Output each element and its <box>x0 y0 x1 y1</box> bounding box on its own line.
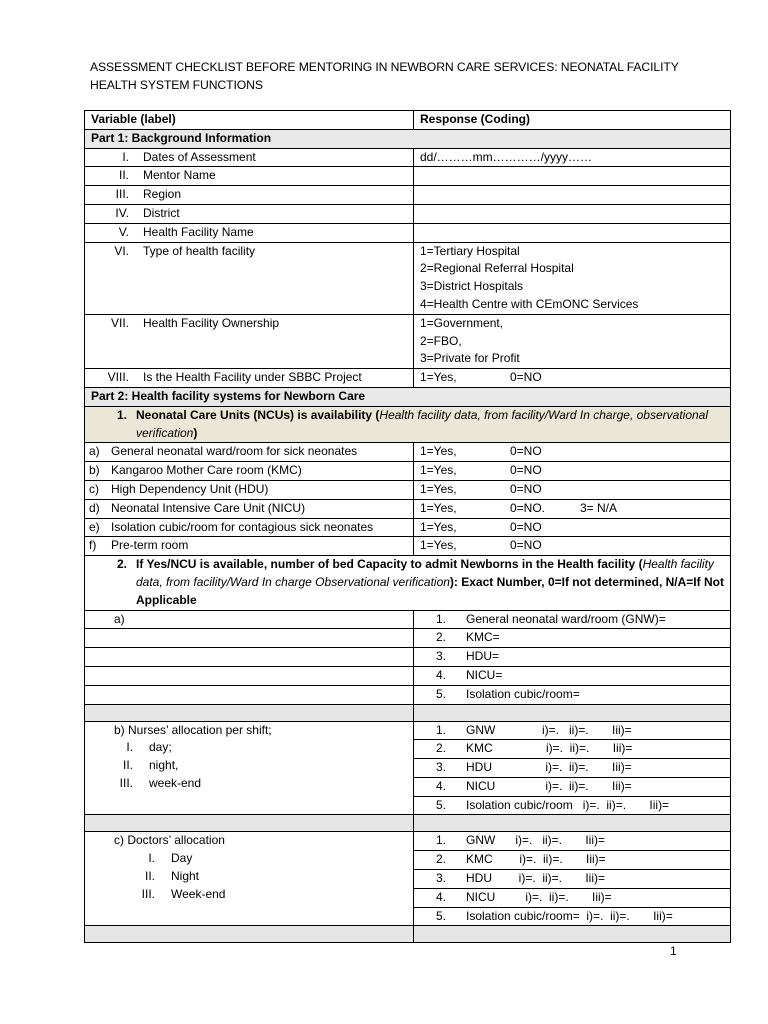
question-coding: ): Exact Number, 0=If not determined, N/A=If Not Applicable <box>136 574 724 607</box>
page-number: 1 <box>670 944 677 958</box>
row-label: High Dependency Unit (HDU) <box>111 481 269 496</box>
bed-capacity-rows <box>85 610 731 704</box>
item-text: HDU= <box>466 649 500 664</box>
no-code: 0=NO <box>510 444 542 459</box>
table-row <box>85 685 731 704</box>
item-number: 2. <box>435 852 446 867</box>
sub-label: Night <box>171 869 200 884</box>
table-row <box>85 204 731 223</box>
section-label: a) <box>114 611 125 626</box>
question-note: Health facility data, from facility/Ward In charge, observational verification <box>136 407 708 440</box>
sub-number: I. <box>148 851 155 866</box>
section-label: c) Doctors’ allocation <box>114 833 225 848</box>
item-text: KMC i)=. ii)=. Iii)= <box>466 741 633 756</box>
table-row <box>85 629 731 648</box>
document-title <box>90 58 690 94</box>
question-text: Neonatal Care Units (NCUs) is availability ( <box>136 407 380 422</box>
table-row <box>85 242 731 314</box>
row-label: Health Facility Name <box>143 224 254 239</box>
no-code: 0=NO <box>510 519 542 534</box>
item-text: NICU i)=. ii)=. Iii)= <box>466 889 612 904</box>
item-number: 5. <box>435 686 446 701</box>
table-row <box>85 721 731 815</box>
extra-code: 3= N/A <box>580 500 618 515</box>
row-number: IV. <box>115 205 129 220</box>
row-label: Dates of Assessment <box>143 149 256 164</box>
part1-rows <box>85 148 731 369</box>
sub-number: II. <box>122 758 133 773</box>
unit-rows <box>85 443 731 556</box>
part1-label: Part 1: Background Information <box>85 129 731 148</box>
response-line: 3=Private for Profit <box>420 351 520 366</box>
row-label: Mentor Name <box>143 168 216 183</box>
table-row <box>85 832 731 926</box>
row-label: Region <box>143 187 182 202</box>
response-line <box>420 167 724 184</box>
part1-row <box>85 129 731 148</box>
item-number: 5. <box>435 797 446 812</box>
response-line: 1=Government, <box>420 315 504 330</box>
row-number: III. <box>115 187 129 202</box>
yes-code: 1=Yes, <box>420 444 457 459</box>
item-number: 5. <box>435 908 446 923</box>
separator-row <box>85 926 731 943</box>
table-row <box>85 518 731 537</box>
table-row <box>85 443 731 462</box>
sub-label: week-end <box>149 775 202 790</box>
yes-code: 1=Yes, <box>420 481 457 496</box>
row-label: Isolation cubic/room for contagious sick neonates <box>111 519 374 534</box>
table-row <box>85 537 731 556</box>
no-code: 0=NO <box>510 538 542 553</box>
row-number: I. <box>122 149 129 164</box>
separator-row <box>85 815 731 832</box>
no-code: 0=NO <box>510 463 542 478</box>
item-number: 3. <box>435 760 446 775</box>
table-row <box>85 499 731 518</box>
sub-number: II. <box>144 869 155 884</box>
item-text: Isolation cubic/room i)=. ii)=. Iii)= <box>466 797 670 812</box>
nurses-allocation-rows <box>85 721 731 815</box>
item-text: HDU i)=. ii)=. Iii)= <box>466 871 606 886</box>
section-label: b) Nurses’ allocation per shift; <box>114 722 272 737</box>
table-row <box>85 369 731 388</box>
row-number: VI. <box>114 243 129 258</box>
item-number: 2. <box>435 630 446 645</box>
sub-label: day; <box>149 740 172 755</box>
sub-number: III. <box>141 886 155 901</box>
sub-number: III. <box>119 775 133 790</box>
table-row <box>85 480 731 499</box>
table-row <box>85 167 731 186</box>
item-number: 3. <box>435 871 446 886</box>
row-letter: a) <box>89 444 100 459</box>
sub-label: Day <box>171 851 193 866</box>
item-text: Isolation cubic/room= i)=. ii)=. Iii)= <box>466 908 673 923</box>
sub-label: night, <box>149 758 179 773</box>
response-line: 1=Tertiary Hospital <box>420 243 520 258</box>
yes-code: 1=Yes, <box>420 519 457 534</box>
row-number: V. <box>118 224 129 239</box>
table-row <box>85 186 731 205</box>
response-line: 3=District Hospitals <box>420 279 524 294</box>
row-label: Pre-term room <box>111 538 189 553</box>
question-text: If Yes/NCU is available, number of bed Capacity to admit Newborns in the Health facility ( <box>136 557 643 572</box>
question-1-row: 1. Neonatal Care Units (NCUs) is availability (Health facility data, from facility/Ward In charge, observational verification) <box>85 406 731 443</box>
row-number: II. <box>118 168 129 183</box>
item-text: KMC= <box>466 630 500 645</box>
row-label: District <box>143 205 180 220</box>
item-text: General neonatal ward/room (GNW)= <box>466 611 666 626</box>
response-line: 2=Regional Referral Hospital <box>420 261 574 276</box>
title-line-2: HEALTH SYSTEM FUNCTIONS <box>90 78 263 92</box>
row-number: VII. <box>110 315 129 330</box>
question-2-row <box>85 556 731 610</box>
item-number: 4. <box>435 889 446 904</box>
part2-label: Part 2: Health facility systems for Newborn Care <box>85 387 731 406</box>
no-code: 0=NO <box>510 370 542 385</box>
item-number: 1. <box>435 611 446 626</box>
yes-code: 1=Yes, <box>420 500 457 515</box>
row-number: VIII. <box>107 370 129 385</box>
response-line <box>420 186 724 203</box>
item-text: KMC i)=. ii)=. Iii)= <box>466 852 606 867</box>
item-text: HDU i)=. ii)=. Iii)= <box>466 760 632 775</box>
response-line: 4=Health Centre with CEmONC Services <box>420 296 639 311</box>
response-line <box>420 224 724 241</box>
row-letter: c) <box>89 481 99 496</box>
row-letter: f) <box>89 538 97 553</box>
table-row <box>85 610 731 629</box>
yes-code: 1=Yes, <box>420 538 457 553</box>
question-number: 2. <box>116 557 127 572</box>
part2-row <box>85 387 731 406</box>
sub-label: Week-end <box>171 886 226 901</box>
table-row <box>85 314 731 368</box>
table-row <box>85 462 731 481</box>
table-header-row <box>85 111 731 130</box>
question-note: Health facility data, from facility/Ward In charge Observational verification <box>136 557 714 589</box>
row-label: Is the Health Facility under SBBC Project <box>143 370 362 385</box>
table-row <box>85 648 731 667</box>
row-letter: b) <box>89 463 100 478</box>
response-line: 2=FBO, <box>420 333 462 348</box>
doctors-allocation-rows <box>85 832 731 926</box>
sub-number: I. <box>126 740 133 755</box>
response-line <box>420 205 724 222</box>
title-line-1: ASSESSMENT CHECKLIST BEFORE MENTORING IN NEWBORN CARE SERVICES: NEONATAL FACILITY <box>90 60 679 74</box>
item-number: 2. <box>435 741 446 756</box>
no-code: 0=NO <box>510 481 542 496</box>
item-text: NICU= <box>466 667 503 682</box>
header-response: Response (Coding) <box>414 111 731 130</box>
table-row <box>85 666 731 685</box>
table-row <box>85 148 731 167</box>
item-text: GNW i)=. ii)=. Iii)= <box>466 722 632 737</box>
row-label: Neonatal Intensive Care Unit (NICU) <box>111 500 306 515</box>
item-text: NICU i)=. ii)=. Iii)= <box>466 778 632 793</box>
item-number: 4. <box>435 778 446 793</box>
item-text: GNW i)=. ii)=. Iii)= <box>466 833 606 848</box>
yes-code: 1=Yes, <box>420 463 457 478</box>
row-letter: e) <box>89 519 100 534</box>
row-label: Type of health facility <box>143 243 256 258</box>
item-text: Isolation cubic/room= <box>466 686 580 701</box>
item-number: 4. <box>435 667 446 682</box>
table-row <box>85 223 731 242</box>
row-letter: d) <box>89 500 100 515</box>
checklist-table <box>84 110 731 943</box>
row-label: Health Facility Ownership <box>143 315 280 330</box>
item-number: 1. <box>435 833 446 848</box>
separator-row <box>85 704 731 721</box>
yes-code: 1=Yes, <box>420 370 457 385</box>
no-code: 0=NO. <box>510 500 546 515</box>
header-variable: Variable (label) <box>85 111 414 130</box>
row-label: Kangaroo Mother Care room (KMC) <box>111 463 302 478</box>
row-label: General neonatal ward/room for sick neonates <box>111 444 358 459</box>
question-number: 1. <box>116 407 127 422</box>
response-line: dd/………mm…………/yyyy…… <box>420 149 593 164</box>
item-number: 1. <box>435 722 446 737</box>
item-number: 3. <box>435 649 446 664</box>
